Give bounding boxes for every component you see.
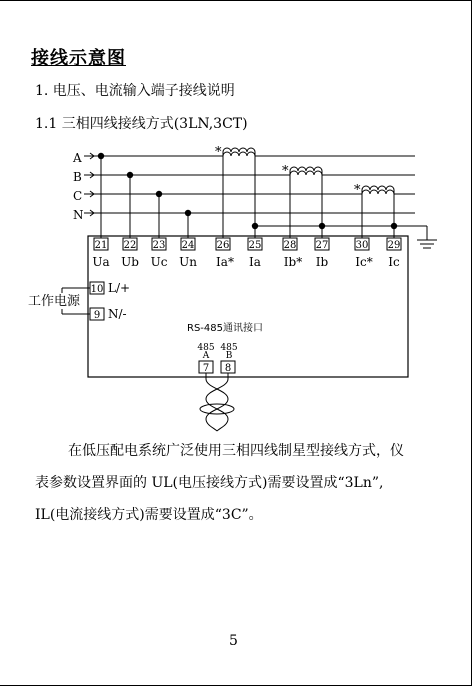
terminal-num: 25 [248, 240, 262, 251]
terminal-label: Ia [249, 255, 261, 269]
terminal-label: Ib* [283, 255, 303, 269]
ct-polarity-mark-a: * [215, 145, 222, 160]
terminal-num: 27 [315, 240, 329, 251]
section-heading: 1. 电压、电流输入端子接线说明 [35, 83, 235, 99]
terminal-num: 21 [94, 240, 108, 251]
terminal-label: Ub [121, 255, 139, 269]
terminal-num: 30 [355, 240, 369, 251]
line-arrows [84, 153, 94, 216]
terminal-label: Ic [388, 255, 400, 269]
rs485-b-bottom: B [225, 351, 233, 361]
terminal-label: Ua [92, 255, 110, 269]
terminal-label: Ib [315, 255, 329, 269]
rs485-b-top: 485 [220, 343, 238, 353]
body-paragraph-line: 在低压配电系统广泛使用三相四线制星型接线方式，仪 [68, 443, 404, 459]
terminal-num: 28 [283, 240, 297, 251]
terminal-label: Ic* [355, 255, 373, 269]
twisted-pair-cable [200, 373, 234, 431]
terminal-num: 24 [181, 240, 195, 251]
terminal-label: Ia* [216, 255, 234, 269]
page-title: 接线示意图 [31, 48, 126, 69]
rs485-a-bottom: A [202, 351, 210, 361]
ct-secondaries [223, 148, 394, 190]
terminal-num: 23 [152, 240, 166, 251]
terminal-num: 29 [387, 240, 401, 251]
subsection-heading: 1.1 三相四线接线方式(3LN,3CT) [35, 116, 248, 132]
ct-polarity-mark-c: * [354, 183, 361, 198]
body-paragraph-line: 表参数设置界面的 UL(电压接线方式)需要设置成“3Ln”, [35, 475, 384, 491]
line-label-c: C [73, 189, 83, 203]
page-number: 5 [229, 633, 238, 649]
line-label-n: N [73, 208, 84, 222]
terminal-num: 26 [216, 240, 230, 251]
body-paragraph-line: IL(电流接线方式)需要设置成“3C”。 [35, 507, 263, 523]
terminal-label: L/+ [108, 281, 131, 295]
vertical-wires [101, 152, 437, 248]
terminal-num: 22 [123, 240, 137, 251]
rs485-label: RS-485通讯接口 [187, 323, 263, 334]
line-label-b: B [73, 170, 82, 184]
terminal-num: 9 [93, 310, 101, 321]
power-supply-label: 工作电源 [28, 294, 81, 309]
ct-polarity-mark-b: * [282, 164, 289, 179]
rs485-a-top: 485 [197, 343, 215, 353]
terminal-label: Un [179, 255, 197, 269]
terminal-num: 10 [90, 284, 104, 295]
terminal-label: N/- [108, 307, 127, 321]
terminal-label: Uc [150, 255, 168, 269]
line-label-a: A [73, 151, 82, 165]
terminal-num: 7 [202, 363, 210, 374]
terminal-num: 8 [224, 363, 232, 374]
junction-dots [98, 153, 397, 229]
